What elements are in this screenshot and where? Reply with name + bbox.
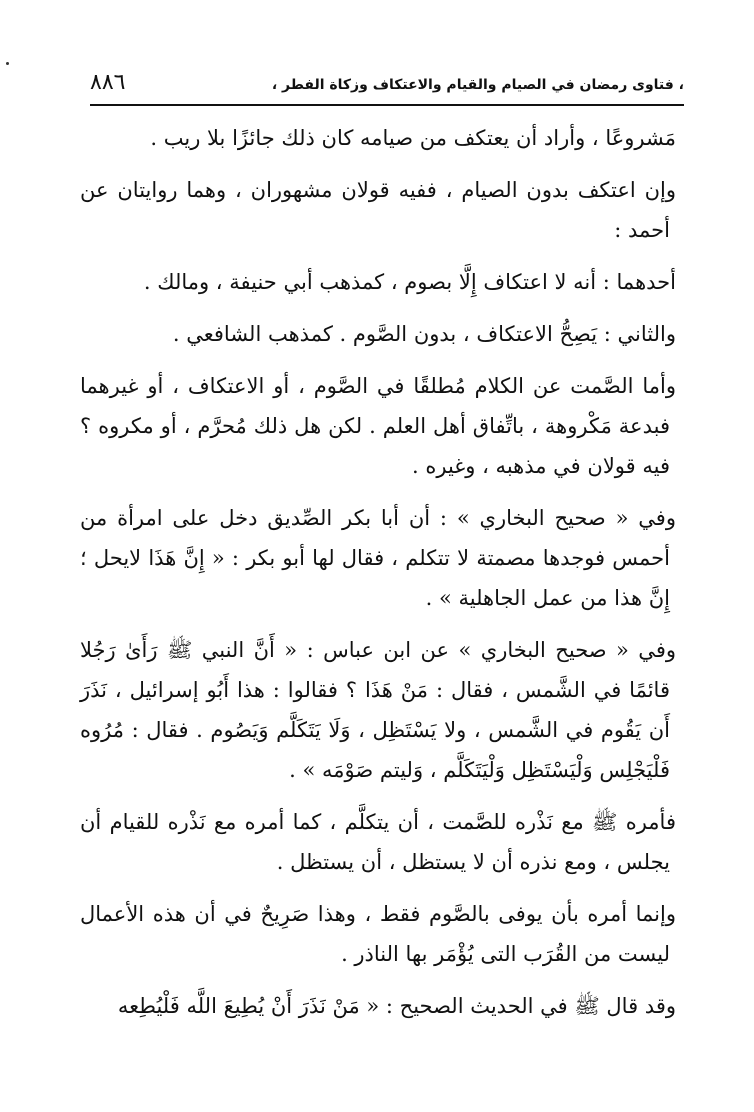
- paragraph: وفي « صحيح البخاري » عن ابن عباس : « أَنَّ النبي ﷺ رَأَىٰ رَجُلا قائمًا في الشَّمس ، فقال : مَنْ هَذَا ؟ فقالوا : هذا أَبُو إسرائيل ، نَذَرَ أَن يَقُوم في الشَّمس ، ولا يَسْتَظِل ، وَلَا يَتَكَلَّم وَيَصُوم . فقال : مُرُوه فَلْيَجْلِس وَلْيَسْتَظِل وَلْيَتَكَلَّم ، وَليتم صَوْمَه » .: [80, 638, 676, 782]
- paragraph: وقد قال ﷺ في الحديث الصحيح : « مَنْ نَذَرَ أَنْ يُطِيعَ اللَّه فَلْيُطِعه: [117, 994, 676, 1018]
- paragraph: وفي « صحيح البخاري » : أن أبا بكر الصِّديق دخل على امرأة من أحمس فوجدها مصمتة لا تتكلم ، فقال لها أبو بكر : « إِنَّ هَذَا لايحل ؛ إِنَّ هذا من عمل الجاهلية » .: [80, 506, 676, 610]
- header-divider: [90, 104, 684, 106]
- running-header: [90, 68, 684, 102]
- paragraph: وإنما أمره بأن يوفى بالصَّوم فقط ، وهذا صَرِيحٌ في أن هذه الأعمال ليست من القُرَب التى يُؤْمَر بها الناذر .: [80, 902, 676, 966]
- page-body: [80, 118, 676, 1038]
- scan-dot: [6, 62, 9, 65]
- paragraph: وإن اعتكف بدون الصيام ، ففيه قولان مشهوران ، وهما روايتان عن أحمد :: [80, 178, 676, 242]
- paragraph: مَشروعًا ، وأراد أن يعتكف من صيامه كان ذلك جائزًا بلا ريب .: [150, 126, 676, 150]
- paragraph: والثاني : يَصِحُّ الاعتكاف ، بدون الصَّوم . كمذهب الشافعي .: [172, 322, 676, 346]
- running-title: ، فتاوى رمضان في الصيام والقيام والاعتكاف وزكاة الفطر ،: [271, 77, 684, 93]
- paragraph: وأما الصَّمت عن الكلام مُطلقًا في الصَّوم ، أو الاعتكاف ، أو غيرهما فبدعة مَكْروهة ، باتِّفاق أهل العلم . لكن هل ذلك مُحرَّم ، أو مكروه ؟ فيه قولان في مذهبه ، وغيره .: [80, 374, 676, 478]
- paragraph: أحدهما : أنه لا اعتكاف إِلَّا بصوم ، كمذهب أبي حنيفة ، ومالك .: [143, 270, 676, 294]
- page-number: ٨٨٦: [90, 70, 126, 95]
- paragraph: فأمره ﷺ مع نَذْره للصَّمت ، أن يتكلَّم ، كما أمره مع نَذْره للقيام أن يجلس ، ومع نذره أن لا يستظل ، أن يستظل .: [80, 810, 676, 874]
